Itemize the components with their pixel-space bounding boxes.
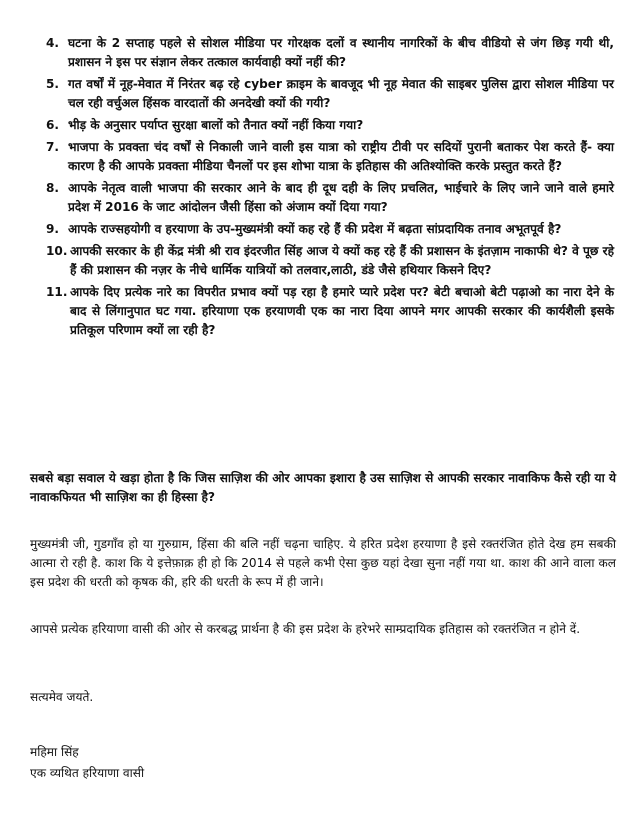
question-item: [46, 242, 614, 280]
question-text: आपके दिए प्रत्येक नारे का विपरीत प्रभाव क्यों पड़ रहा है हमारे प्यारे प्रदेश पर? बेटी बचाओ बेटी पढ़ाओ का नारा देने के बाद से लिंगानुपात घट गया. हरियाणा एक हरयाणवी एक का नारा दिया आपने मगर आपकी सरकार की कार्यशैली इसके प्रतिकूल परिणाम क्यों ला रही है?: [70, 285, 614, 337]
question-number: 5.: [46, 77, 60, 91]
appeal-paragraph: मुख्यमंत्री जी, गुडगाँव हो या गुरुग्राम, हिंसा की बलि नहीं चढ़ना चाहिए. ये हरित प्रदेश हरयाणा है इसे रक्तरंजित होते देख हम सबकी आत्मा रो रही है. काश कि ये इत्तेफ़ाक़ ही हो कि 2014 से पहले कभी ऐसा कुछ यहां देखा सुना नहीं गया था. काश की आने वाला कल इस प्रदेश की धरती को कृषक की, हरि की धरती के रूप में ही जाने।: [30, 537, 616, 589]
closing-motto: सत्यमेव जयते.: [30, 690, 94, 704]
question-text: आपकी सरकार के ही केंद्र मंत्री श्री राव इंदरजीत सिंह आज ये क्यों कह रहे हैं की प्रशासन के इंतज़ाम नाकाफी थे? वे पूछ रहे हैं की प्रशासन की नज़र के नीचे धार्मिक यात्रियों को तलवार,लाठी, डंडे जैसे हथियार किसने दिए?: [70, 244, 614, 277]
question-text: आपके नेतृत्व वाली भाजपा की सरकार आने के बाद ही दूध दही के लिए प्रचलित, भाईचारे के लिए जाने जाने वाले हमारे प्रदेश में 2016 के जाट आंदोलन जैसी हिंसा को अंजाम क्यों दिया गया?: [68, 181, 614, 214]
question-number: 7.: [46, 140, 60, 154]
signatory-title: एक व्यथित हरियाणा वासी: [30, 766, 145, 780]
question-text: गत वर्षों में नूह-मेवात में निरंतर बढ़ रहे cyber क्राइम के बावजूद भी नूह मेवात की साइबर पुलिस द्वारा सोशल मीडिया पर चल रही वर्चुअल हिंसक वारदातों की अनदेखी क्यों की गयी?: [68, 77, 614, 110]
question-text: घटना के 2 सप्ताह पहले से सोशल मीडिया पर गोरक्षक दलों व स्थानीय नागरिकों के बीच वीडियो से जंग छिड़ गयी थी, प्रशासन ने इस पर संज्ञान लेकर तत्काल कार्यवाही क्यों नहीं की?: [68, 36, 614, 69]
question-number: 10.: [46, 244, 68, 258]
plea-paragraph: आपसे प्रत्येक हरियाणा वासी की ओर से करबद्ध प्रार्थना है की इस प्रदेश के हरेभरे साम्प्रदायिक इतिहास को रक्तरंजित न होने दें.: [30, 622, 581, 636]
question-number: 8.: [46, 181, 60, 195]
question-item: [46, 283, 614, 340]
question-item: [46, 138, 614, 176]
question-item: [46, 34, 614, 72]
question-number: 4.: [46, 36, 60, 50]
question-number: 9.: [46, 222, 60, 236]
question-number: 11.: [46, 285, 68, 299]
question-list: [46, 34, 614, 343]
question-number: 6.: [46, 118, 60, 132]
question-text: भीड़ के अनुसार पर्याप्त सुरक्षा बालों को तैनात क्यों नहीं किया गया?: [68, 118, 364, 132]
main-question-paragraph: सबसे बड़ा सवाल ये खड़ा होता है कि जिस साज़िश की ओर आपका इशारा है उस साज़िश से आपकी सरकार नावाकिफ कैसे रही या ये नावाकफियत भी साज़िश का ही हिस्सा है?: [30, 471, 616, 504]
question-text: भाजपा के प्रवक्ता चंद वर्षों से निकाली जाने वाली इस यात्रा को राष्ट्रीय टीवी पर सदियों पुरानी बताकर पेश करते हैं- क्या कारण है की आपके प्रवक्ता मीडिया चैनलों पर इस शोभा यात्रा के इतिहास की अतिश्योक्ति करके प्रस्तुत करते हैं?: [68, 140, 614, 173]
signatory-name: महिमा सिंह: [30, 745, 79, 759]
question-text: आपके राज्सहयोगी व हरयाणा के उप-मुख्यमंत्री क्यों कह रहे हैं की प्रदेश में बढ़ता सांप्रदायिक तनाव अभूतपूर्व है?: [68, 222, 562, 236]
question-item: [46, 75, 614, 113]
question-item: [46, 116, 614, 135]
question-item: [46, 220, 614, 239]
question-item: [46, 179, 614, 217]
